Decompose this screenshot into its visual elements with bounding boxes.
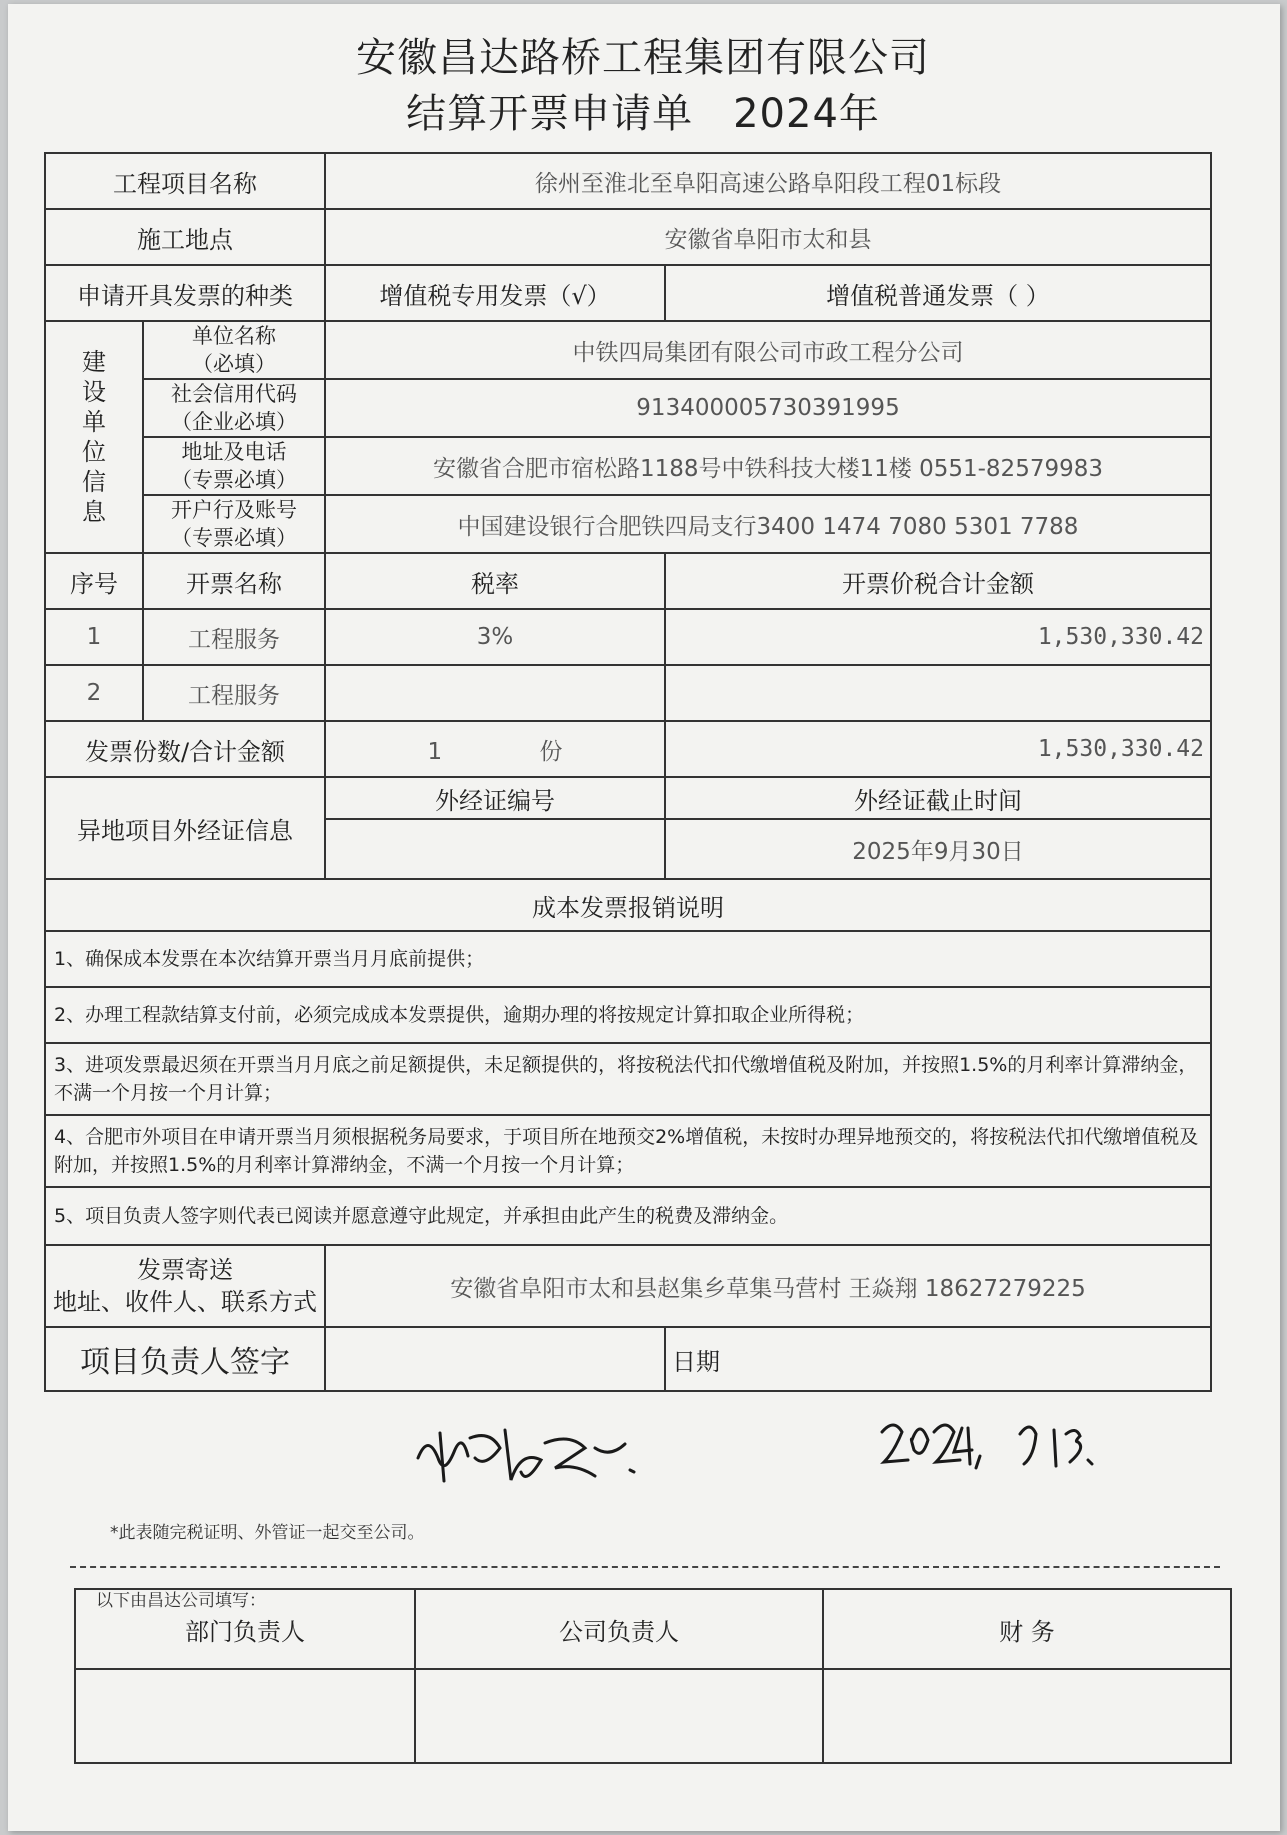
signature-field[interactable] — [325, 1327, 665, 1391]
offsite-no-value[interactable] — [325, 819, 665, 879]
builder-row-label — [143, 437, 325, 495]
cut-line — [70, 1566, 1220, 1568]
company-head-header: 公司负责人 — [415, 1589, 823, 1669]
date-field[interactable] — [665, 1327, 1211, 1391]
address-note: （专票必填） — [171, 468, 297, 492]
credit-code-note: （企业必填） — [171, 410, 297, 434]
builder-name-label: 单位名称 — [192, 324, 276, 348]
item-name[interactable]: 工程服务 — [143, 665, 325, 721]
item-name[interactable]: 工程服务 — [143, 609, 325, 665]
internal-intro: 以下由昌达公司填写： — [96, 1591, 266, 1611]
builder-row-label — [143, 379, 325, 437]
form-title-text: 结算开票申请单 — [406, 91, 694, 137]
builder-group-label — [45, 321, 143, 553]
mailing-label-line2: 地址、收件人、联系方式 — [53, 1288, 317, 1316]
cost-note-5: 5、项目负责人签字则代表已阅读并愿意遵守此规定，并承担由此产生的税费及滞纳金。 — [45, 1187, 1211, 1245]
items-header-name: 开票名称 — [143, 553, 325, 609]
totals-count-cell[interactable] — [325, 721, 665, 777]
item-amount[interactable] — [665, 665, 1211, 721]
item-rate[interactable]: 3% — [325, 609, 665, 665]
site-label: 施工地点 — [45, 209, 325, 265]
builder-row-label — [143, 321, 325, 379]
site-value[interactable]: 安徽省阜阳市太和县 — [325, 209, 1211, 265]
cost-note-3: 3、进项发票最迟须在开票当月月底之前足额提供，未足额提供的，将按税法代扣代缴增值税及附加，并按照1.5%的月利率计算滞纳金，不满一个月按一个月计算； — [45, 1043, 1211, 1115]
totals-count: 1 — [427, 738, 443, 765]
items-header-rate: 税率 — [325, 553, 665, 609]
totals-unit: 份 — [539, 738, 563, 765]
items-header-no: 序号 — [45, 553, 143, 609]
offsite-deadline-value[interactable]: 2025年9月30日 — [665, 819, 1211, 879]
item-rate[interactable] — [325, 665, 665, 721]
item-no: 2 — [45, 665, 143, 721]
signature-label: 项目负责人签字 — [45, 1327, 325, 1391]
invoice-type-special[interactable]: 增值税专用发票（√） — [325, 265, 665, 321]
footnote: *此表随完税证明、外管证一起交至公司。 — [110, 1523, 425, 1543]
cost-note-2: 2、办理工程款结算支付前，必须完成成本发票提供，逾期办理的将按规定计算扣取企业所得税； — [45, 987, 1211, 1043]
invoice-type-ordinary[interactable]: 增值税普通发票（ ） — [665, 265, 1211, 321]
offsite-no-header: 外经证编号 — [325, 777, 665, 819]
items-header-amount: 开票价税合计金额 — [665, 553, 1211, 609]
offsite-deadline-header: 外经证截止时间 — [665, 777, 1211, 819]
offsite-label: 异地项目外经证信息 — [45, 777, 325, 879]
builder-name-value[interactable]: 中铁四局集团有限公司市政工程分公司 — [325, 321, 1211, 379]
form-year: 2024年 — [733, 91, 880, 137]
dept-head-header: 部门负责人 — [75, 1589, 415, 1669]
form-title — [8, 82, 1278, 139]
bank-label: 开户行及账号 — [171, 498, 297, 522]
application-table — [44, 152, 1212, 1392]
builder-name-note: （必填） — [192, 352, 276, 376]
project-name-value[interactable]: 徐州至淮北至阜阳高速公路阜阳段工程01标段 — [325, 153, 1211, 209]
bank-note: （专票必填） — [171, 526, 297, 550]
totals-label: 发票份数/合计金额 — [45, 721, 325, 777]
builder-group-text: 建设单位信息 — [82, 348, 106, 526]
handwritten-signature — [410, 1418, 650, 1488]
date-label: 日期 — [672, 1347, 720, 1376]
cost-note-4: 4、合肥市外项目在申请开票当月须根据税务局要求，于项目所在地预交2%增值税，未按时办理异地预交的，将按税法代扣代缴增值税及附加，并按照1.5%的月利率计算滞纳金，不满一个月按一个月计算； — [45, 1115, 1211, 1187]
item-no: 1 — [45, 609, 143, 665]
internal-table — [74, 1588, 1232, 1764]
builder-row-label — [143, 495, 325, 553]
mailing-value[interactable]: 安徽省阜阳市太和县赵集乡草集马营村 王焱翔 18627279225 — [325, 1245, 1211, 1327]
project-name-label: 工程项目名称 — [45, 153, 325, 209]
finance-sign[interactable] — [823, 1669, 1231, 1763]
company-head-sign[interactable] — [415, 1669, 823, 1763]
mailing-label — [45, 1245, 325, 1327]
finance-header: 财 务 — [823, 1589, 1231, 1669]
invoice-type-label: 申请开具发票的种类 — [45, 265, 325, 321]
company-name: 安徽昌达路桥工程集团有限公司 — [356, 35, 930, 81]
credit-code-value[interactable]: 913400005730391995 — [325, 379, 1211, 437]
bank-value[interactable]: 中国建设银行合肥铁四局支行3400 1474 7080 5301 7788 — [325, 495, 1211, 553]
item-amount[interactable]: 1,530,330.42 — [665, 609, 1211, 665]
handwritten-date — [870, 1410, 1100, 1480]
address-label: 地址及电话 — [181, 440, 287, 464]
address-value[interactable]: 安徽省合肥市宿松路1188号中铁科技大楼11楼 0551-82579983 — [325, 437, 1211, 495]
totals-amount[interactable]: 1,530,330.42 — [665, 721, 1211, 777]
credit-code-label: 社会信用代码 — [171, 382, 297, 406]
cost-notes-title: 成本发票报销说明 — [45, 879, 1211, 931]
cost-note-1: 1、确保成本发票在本次结算开票当月月底前提供； — [45, 931, 1211, 987]
dept-head-sign[interactable] — [75, 1669, 415, 1763]
mailing-label-line1: 发票寄送 — [137, 1256, 233, 1284]
table-row — [45, 665, 1211, 721]
table-row — [45, 609, 1211, 665]
